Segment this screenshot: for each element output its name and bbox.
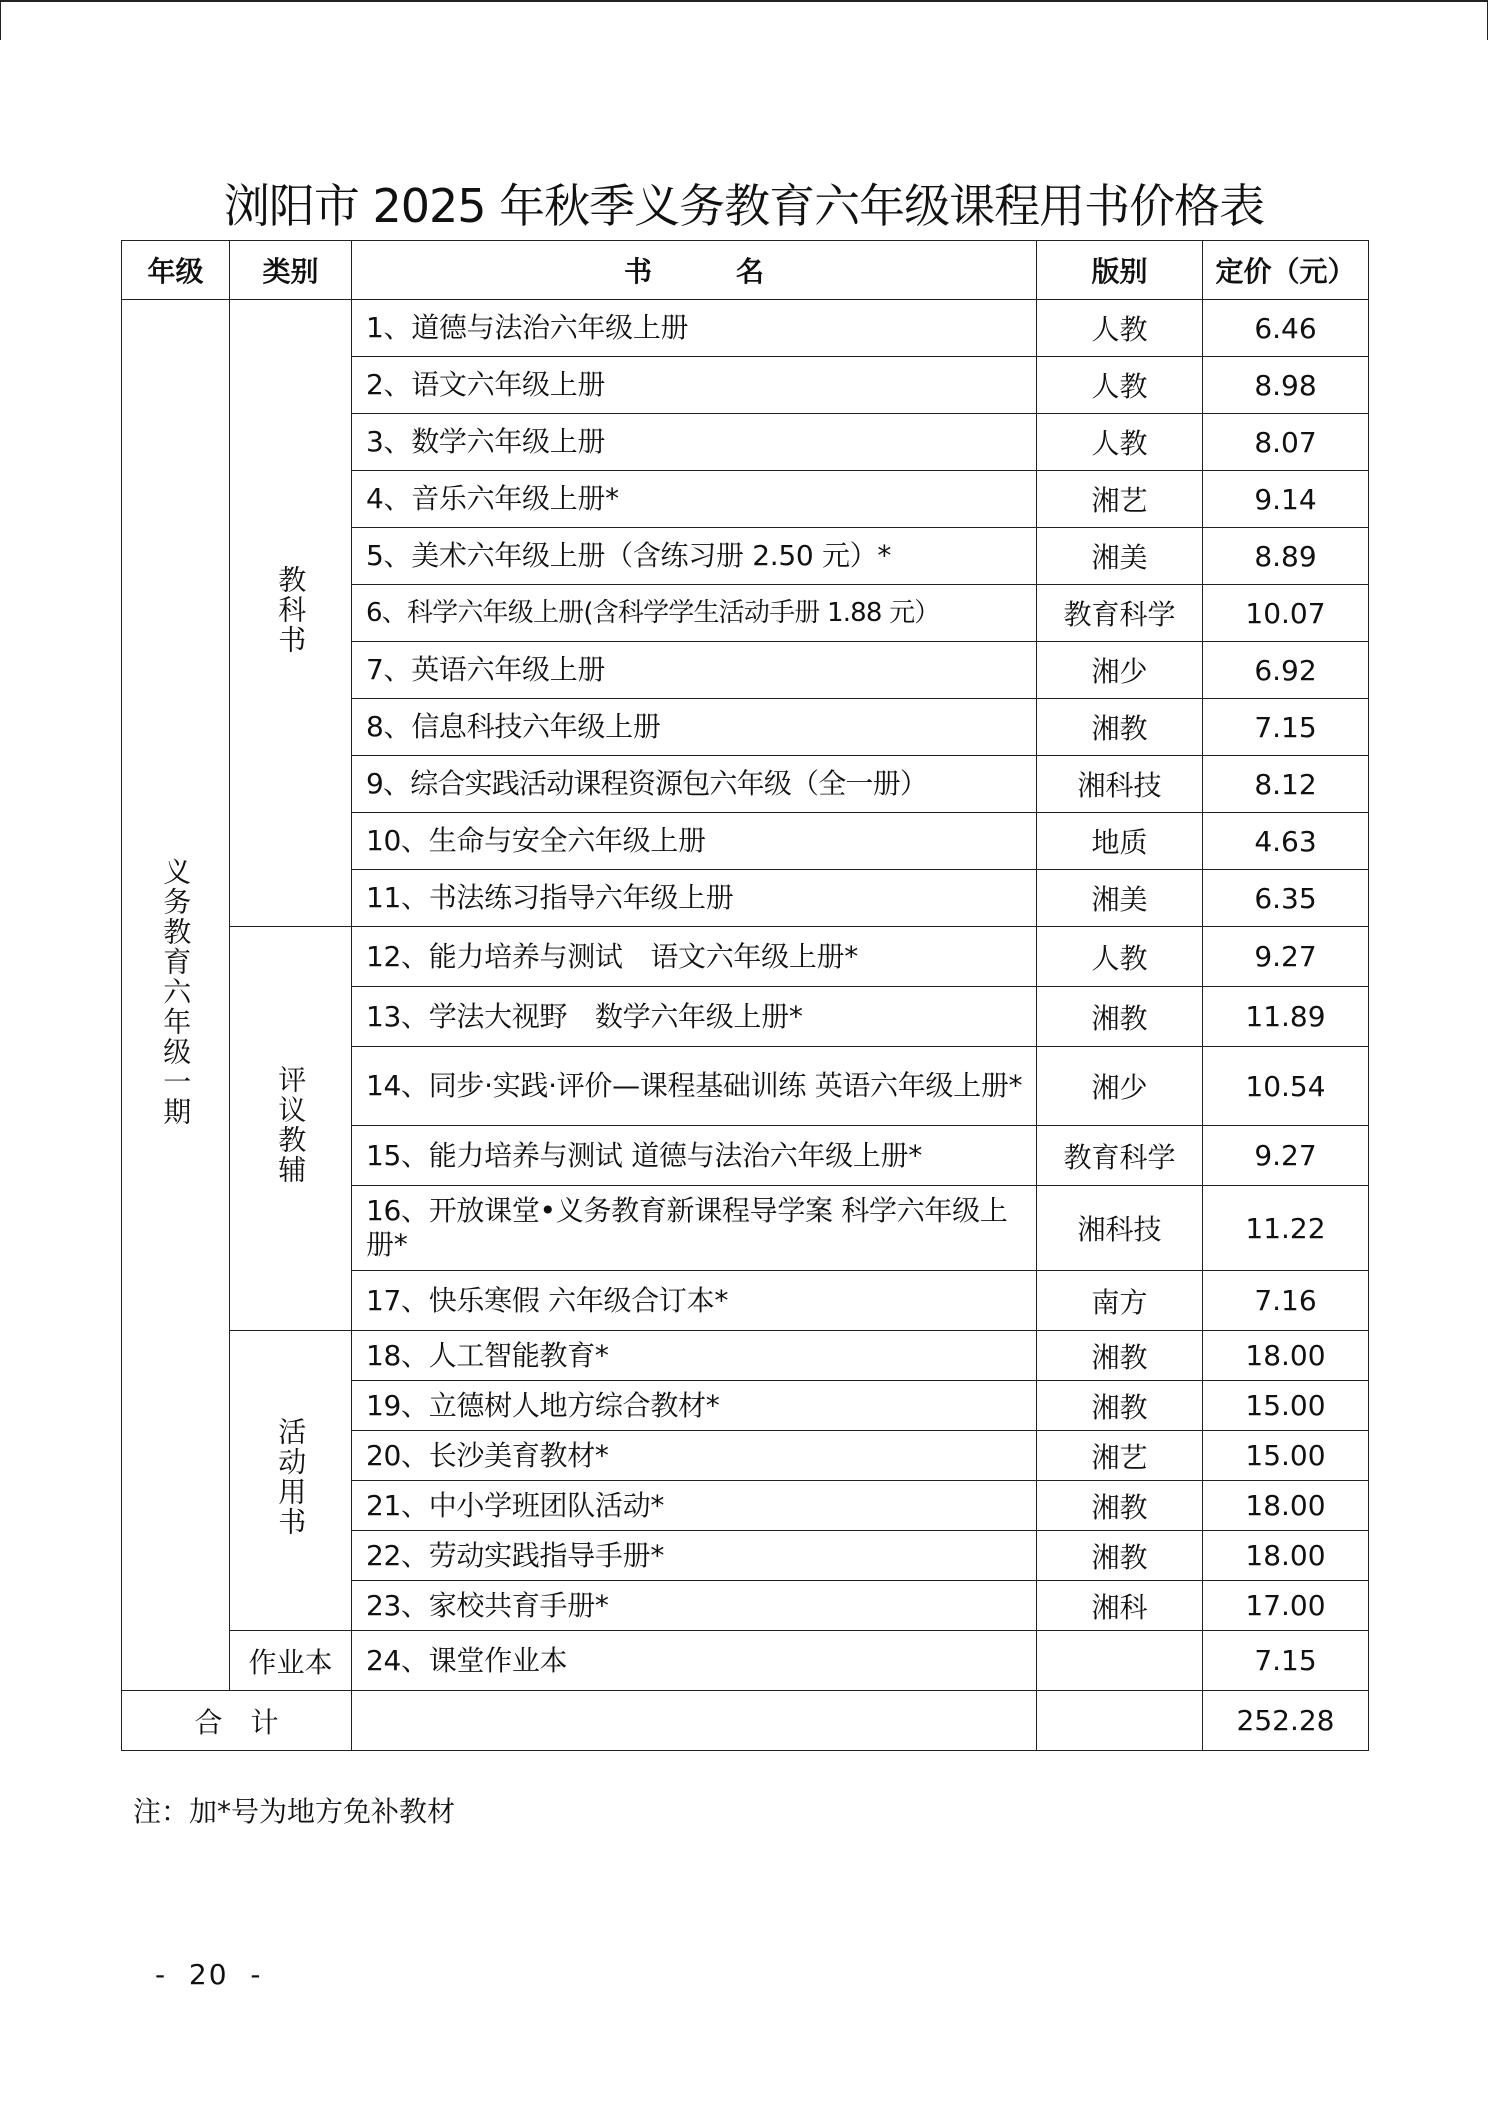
book-price: 10.07	[1203, 585, 1369, 642]
book-edition	[1037, 1631, 1203, 1691]
book-edition: 湘教	[1037, 1481, 1203, 1531]
book-price: 10.54	[1203, 1047, 1369, 1126]
category-label-textbook: 教科书	[274, 564, 308, 655]
book-name: 9、综合实践活动课程资源包六年级（全一册）	[352, 756, 1037, 813]
table-row	[122, 927, 1369, 987]
book-price: 7.15	[1203, 699, 1369, 756]
book-name: 23、家校共育手册*	[352, 1581, 1037, 1631]
left-border-line	[0, 0, 1, 40]
book-edition: 人教	[1037, 300, 1203, 357]
book-name: 3、数学六年级上册	[352, 414, 1037, 471]
book-name: 24、课堂作业本	[352, 1631, 1037, 1691]
book-price: 8.12	[1203, 756, 1369, 813]
book-price: 6.92	[1203, 642, 1369, 699]
book-price: 9.14	[1203, 471, 1369, 528]
book-name: 22、劳动实践指导手册*	[352, 1531, 1037, 1581]
book-price: 11.89	[1203, 987, 1369, 1047]
page-number: - 20 -	[155, 1958, 263, 1991]
category-cell-textbook	[230, 300, 352, 927]
book-edition: 湘教	[1037, 1331, 1203, 1381]
book-name: 5、美术六年级上册（含练习册 2.50 元）*	[352, 528, 1037, 585]
book-price: 4.63	[1203, 813, 1369, 870]
book-edition: 湘少	[1037, 1047, 1203, 1126]
book-price: 18.00	[1203, 1331, 1369, 1381]
price-table	[121, 240, 1369, 1751]
book-name: 7、英语六年级上册	[352, 642, 1037, 699]
category-cell-homework: 作业本	[230, 1631, 352, 1691]
page-title: 浏阳市 2025 年秋季义务教育六年级课程用书价格表	[223, 179, 1265, 233]
book-name: 13、学法大视野 数学六年级上册*	[352, 987, 1037, 1047]
book-name: 8、信息科技六年级上册	[352, 699, 1037, 756]
book-edition: 湘教	[1037, 1381, 1203, 1431]
book-price: 9.27	[1203, 1126, 1369, 1186]
book-edition: 湘科技	[1037, 756, 1203, 813]
total-row	[122, 1691, 1369, 1751]
grade-label: 义务教育六年级一期	[159, 856, 193, 1127]
book-edition: 地质	[1037, 813, 1203, 870]
header-row	[122, 241, 1369, 300]
book-edition: 湘科	[1037, 1581, 1203, 1631]
book-name: 1、道德与法治六年级上册	[352, 300, 1037, 357]
table-row	[122, 1331, 1369, 1381]
book-price: 17.00	[1203, 1581, 1369, 1631]
header-price: 定价（元）	[1203, 241, 1369, 300]
category-label-activity: 活动用书	[274, 1417, 308, 1537]
book-edition: 人教	[1037, 927, 1203, 987]
book-name: 21、中小学班团队活动*	[352, 1481, 1037, 1531]
book-price: 6.46	[1203, 300, 1369, 357]
book-price: 7.16	[1203, 1271, 1369, 1331]
book-edition: 教育科学	[1037, 585, 1203, 642]
book-edition: 湘教	[1037, 1531, 1203, 1581]
total-label: 合 计	[122, 1691, 352, 1751]
book-name: 4、音乐六年级上册*	[352, 471, 1037, 528]
book-price: 8.98	[1203, 357, 1369, 414]
book-price: 8.07	[1203, 414, 1369, 471]
book-name: 19、立德树人地方综合教材*	[352, 1381, 1037, 1431]
book-edition: 人教	[1037, 357, 1203, 414]
book-price: 11.22	[1203, 1186, 1369, 1271]
book-edition: 湘艺	[1037, 471, 1203, 528]
top-border-line	[0, 0, 1488, 2]
table-row	[122, 1631, 1369, 1691]
book-name: 16、开放课堂•义务教育新课程导学案 科学六年级上册*	[352, 1186, 1037, 1271]
book-edition: 湘教	[1037, 699, 1203, 756]
category-label-review: 评议教辅	[274, 1065, 308, 1185]
grade-cell	[122, 300, 230, 1691]
book-edition: 湘教	[1037, 987, 1203, 1047]
book-price: 8.89	[1203, 528, 1369, 585]
header-edition: 版别	[1037, 241, 1203, 300]
book-price: 7.15	[1203, 1631, 1369, 1691]
book-name: 12、能力培养与测试 语文六年级上册*	[352, 927, 1037, 987]
book-edition: 教育科学	[1037, 1126, 1203, 1186]
category-cell-activity	[230, 1331, 352, 1631]
book-name: 6、科学六年级上册(含科学学生活动手册 1.88 元）	[352, 585, 1037, 642]
book-edition: 湘美	[1037, 528, 1203, 585]
book-name: 18、人工智能教育*	[352, 1331, 1037, 1381]
book-name: 10、生命与安全六年级上册	[352, 813, 1037, 870]
table-row	[122, 300, 1369, 357]
total-price: 252.28	[1203, 1691, 1369, 1751]
book-price: 15.00	[1203, 1381, 1369, 1431]
footnote: 注：加*号为地方免补教材	[133, 1795, 456, 1828]
total-empty-edition	[1037, 1691, 1203, 1751]
book-price: 15.00	[1203, 1431, 1369, 1481]
book-edition: 湘美	[1037, 870, 1203, 927]
header-book-name: 书 名	[352, 241, 1037, 300]
book-price: 18.00	[1203, 1531, 1369, 1581]
book-name: 15、能力培养与测试 道德与法治六年级上册*	[352, 1126, 1037, 1186]
book-name: 11、书法练习指导六年级上册	[352, 870, 1037, 927]
total-empty-name	[352, 1691, 1037, 1751]
book-name: 17、快乐寒假 六年级合订本*	[352, 1271, 1037, 1331]
book-edition: 湘少	[1037, 642, 1203, 699]
book-price: 18.00	[1203, 1481, 1369, 1531]
book-edition: 湘科技	[1037, 1186, 1203, 1271]
book-name: 14、同步·实践·评价—课程基础训练 英语六年级上册*	[352, 1047, 1037, 1126]
book-name: 2、语文六年级上册	[352, 357, 1037, 414]
book-price: 9.27	[1203, 927, 1369, 987]
book-edition: 南方	[1037, 1271, 1203, 1331]
header-grade: 年级	[122, 241, 230, 300]
book-edition: 人教	[1037, 414, 1203, 471]
book-price: 6.35	[1203, 870, 1369, 927]
book-edition: 湘艺	[1037, 1431, 1203, 1481]
book-name: 20、长沙美育教材*	[352, 1431, 1037, 1481]
category-cell-review	[230, 927, 352, 1331]
header-category: 类别	[230, 241, 352, 300]
